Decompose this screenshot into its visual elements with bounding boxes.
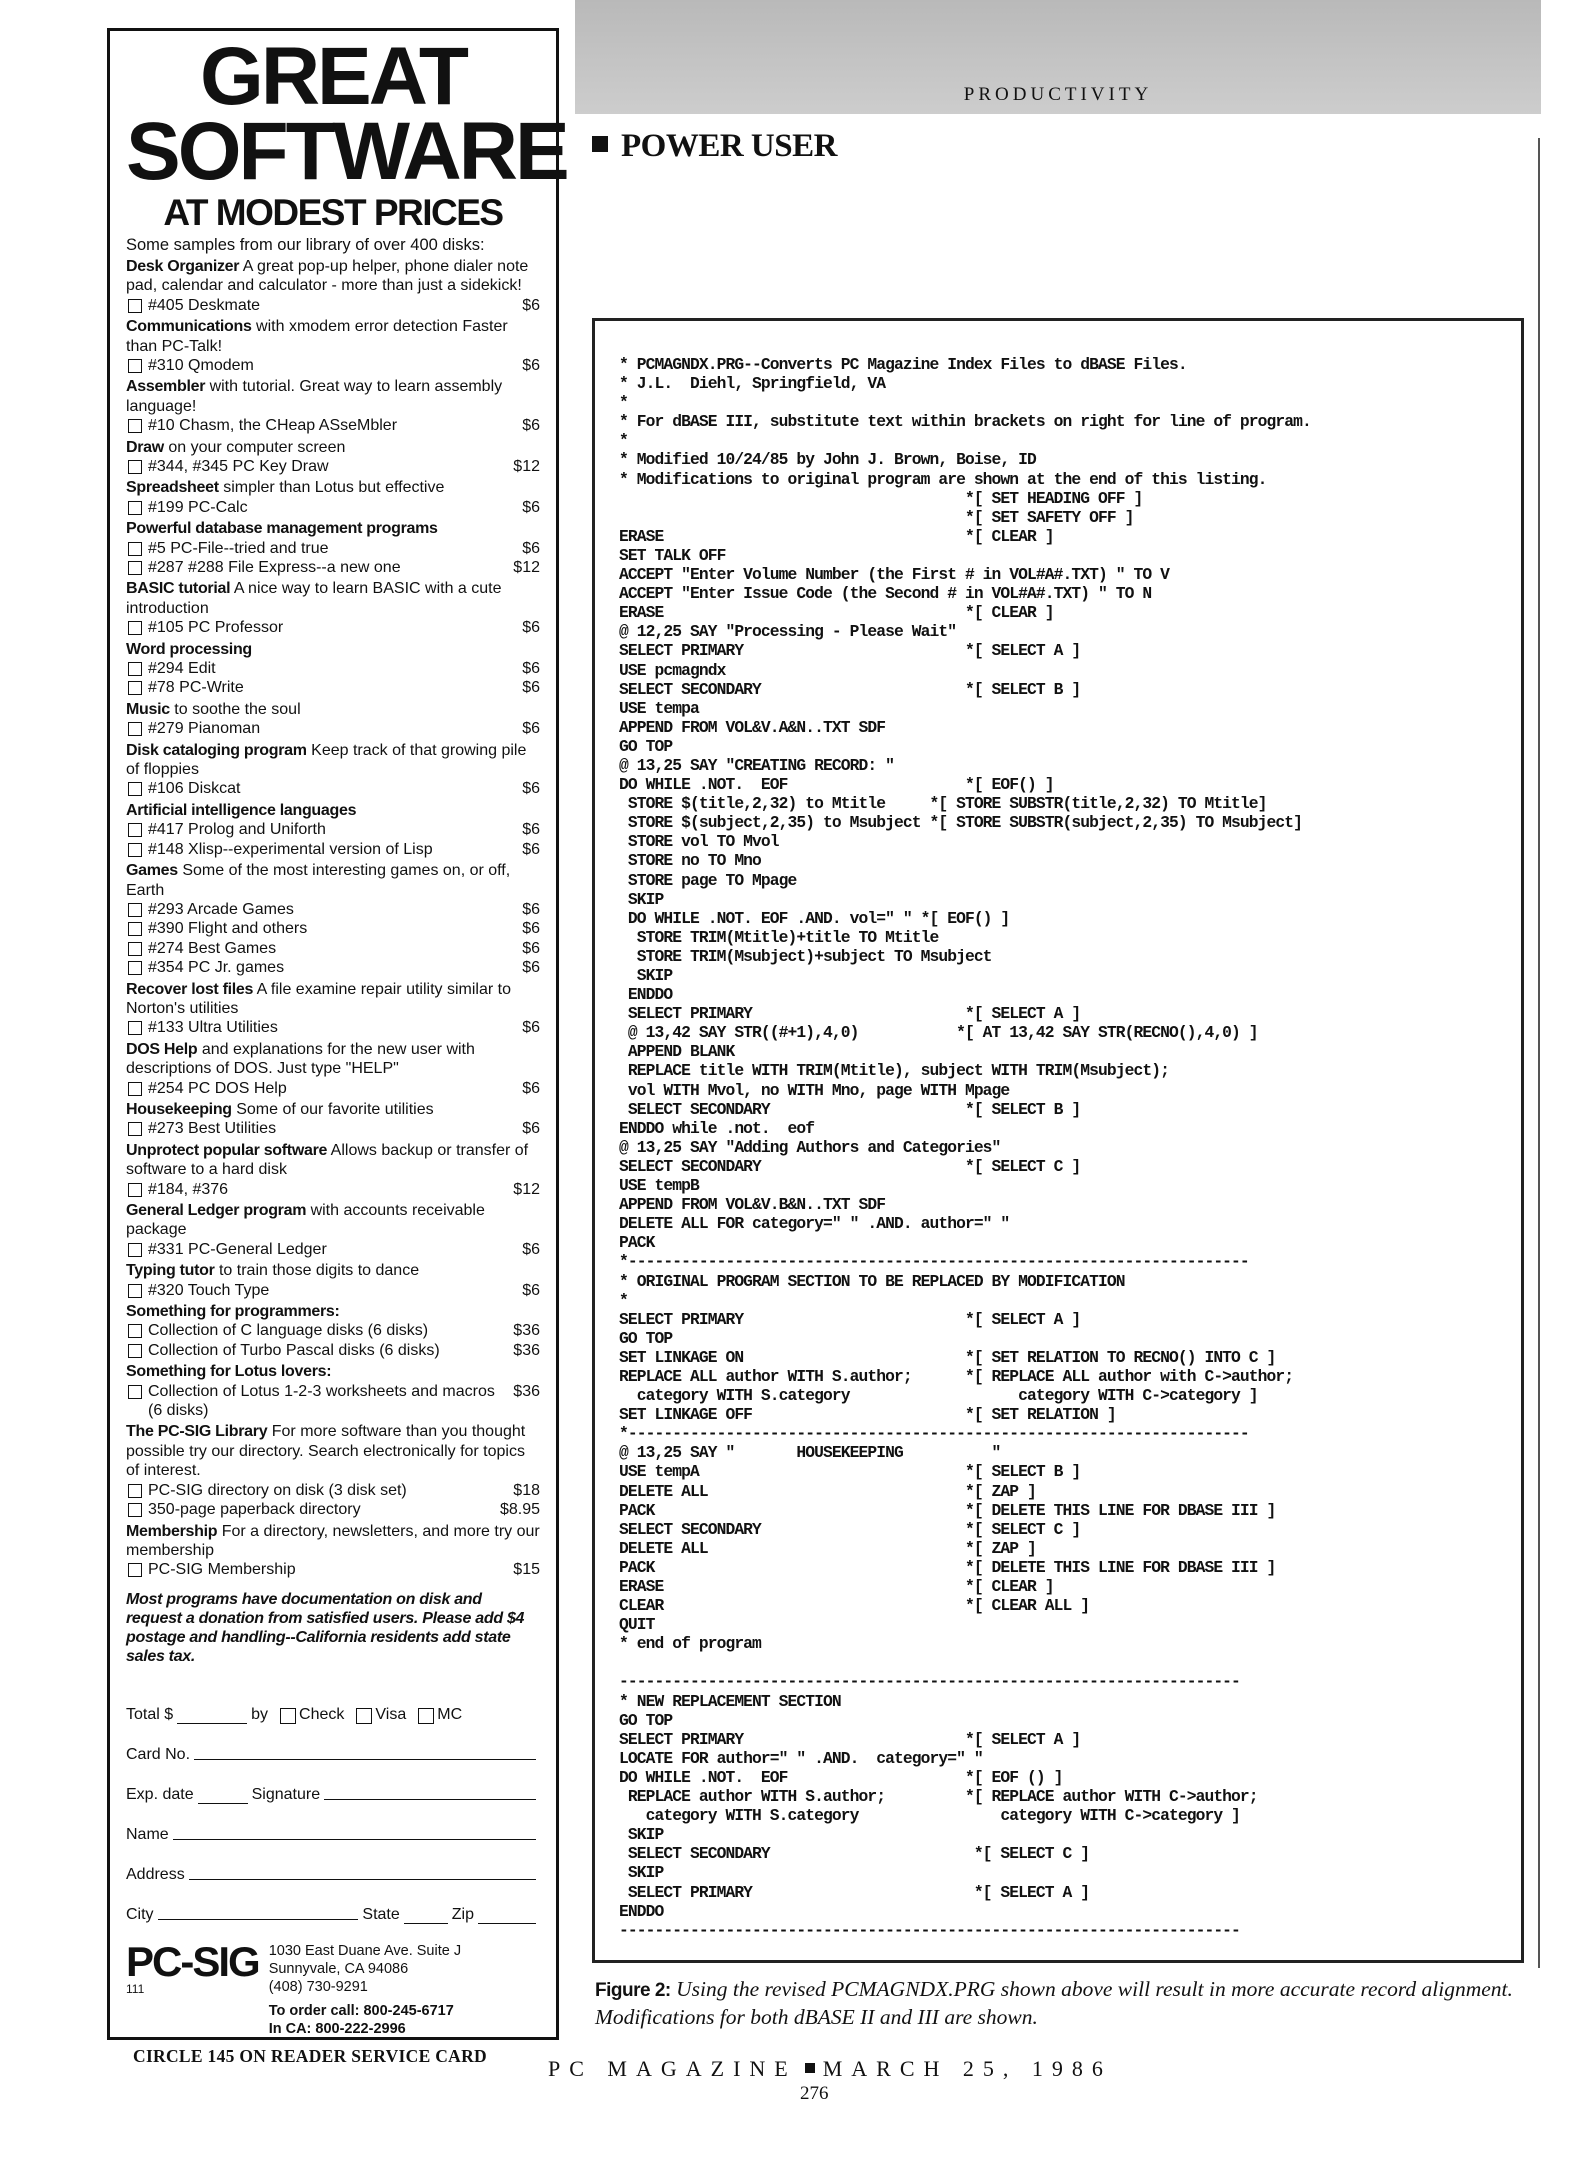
software-item [126, 1321, 540, 1340]
item-name: #105 PC Professor [148, 619, 284, 637]
software-item [126, 539, 540, 558]
card-label: Card No. [126, 1745, 191, 1763]
software-category [126, 1261, 540, 1300]
order-checkbox[interactable] [128, 1484, 142, 1498]
code-listing: * PCMAGNDX.PRG--Converts PC Magazine Index Files to dBASE Files. * J.L. Diehl, Springfield, VA * * For dBASE III, substitute text within brackets on right for line of program. * * Modified 10/24/85 by John J. Brown, Boise, ID * Modifications to original program are shown at the end of this listing. *[ SET HEADING OFF ] *[ SET SAFETY OFF ] ERASE *[ CLEAR ] SET TALK OFF ACCEPT "Enter Volume Number (the First # in VOL#A#.TXT) " TO V ACCEPT "Enter Issue Code (the Second # in VOL#A#.TXT) " TO N ERASE *[ CLEAR ] @ 12,25 SAY "Processing - Please Wait" SELECT PRIMARY *[ SELECT A ] USE pcmagndx SELECT SECONDARY *[ SELECT B ] USE tempa APPEND FROM VOL&V.A&N..TXT SDF GO TOP @ 13,25 SAY "CREATING RECORD: " DO WHILE .NOT. EOF *[ EOF() ] STORE $(title,2,32) to Mtitle *[ STORE SUBSTR(title,2,32) TO Mtitle] STORE $(subject,2,35) to Msubject *[ STORE SUBSTR(subject,2,35) TO Msubject] STORE vol TO Mvol STORE no TO Mno STORE page TO Mpage SKIP DO WHILE .NOT. EOF .AND. vol=" " *[ EOF() ] STORE TRIM(Mtitle)+title TO Mtitle STORE TRIM(Msubject)+subject TO Msubject SKIP ENDDO SELECT PRIMARY *[ SELECT A ] @ 13,42 SAY STR((#+1),4,0) *[ AT 13,42 SAY STR(RECNO(),4,0) ] APPEND BLANK REPLACE title WITH TRIM(Mtitle), subject WITH TRIM(Msubject); vol WITH Mvol, no WITH Mno, page WITH Mpage SELECT SECONDARY *[ SELECT B ] ENDDO while .not. eof @ 13,25 SAY "Adding Authors and Categories" SELECT SECONDARY *[ SELECT C ] USE tempB APPEND FROM VOL&V.B&N..TXT SDF DELETE ALL FOR category=" " .AND. author=" " PACK *---------------------------------------------------------------------- * ORIGINAL PROGRAM SECTION TO BE REPLACED BY MODIFICATION * SELECT PRIMARY *[ SELECT A ] GO TOP SET LINKAGE ON *[ SET RELATION TO RECNO() INTO C ] REPLACE ALL author WITH S.author; *[ REPLACE ALL author with C->author; category WITH S.category category WITH C->category ] SET LINKAGE OFF *[ SET RELATION ] *---------------------------------------------------------------------- @ 13,25 SAY " HOUSEKEEPING " USE tempA *[ SELECT B ] DELETE ALL *[ ZAP ] PACK *[ DELETE THIS LINE FOR DBASE III ] SELECT SECONDARY *[ SELECT C ] DELETE ALL *[ ZAP ] PACK *[ DELETE THIS LINE FOR DBASE III ] ERASE *[ CLEAR ] CLEAR *[ CLEAR ALL ] QUIT * end of program ---------------------------------------------------------------------- * NEW REPLACEMENT SECTION GO TOP SELECT PRIMARY *[ SELECT A ] LOCATE FOR author=" " .AND. category=" " DO WHILE .NOT. EOF *[ EOF () ] REPLACE author WITH S.author; *[ REPLACE author WITH C->author; category WITH S.category category WITH C->category ] SKIP SELECT SECONDARY *[ SELECT C ] SKIP SELECT PRIMARY *[ SELECT A ] ENDDO ---------------------------------------------------------------------- [619, 355, 1311, 1940]
item-price: $6 [522, 679, 540, 697]
signature-field[interactable] [324, 1799, 536, 1800]
order-checkbox[interactable] [128, 1243, 142, 1257]
item-name-wrap [126, 1018, 278, 1037]
pcsig-logo-block [126, 1937, 259, 2038]
category-description: A nice way to learn BASIC with a cute introduction [126, 580, 502, 617]
item-name: #148 Xlisp--experimental version of Lisp [148, 840, 433, 858]
software-category [126, 1201, 540, 1259]
software-item [126, 939, 540, 958]
mc-label: MC [437, 1705, 463, 1723]
order-checkbox[interactable] [128, 922, 142, 936]
item-name: Collection of Turbo Pascal disks (6 disks) [148, 1341, 440, 1359]
exp-field[interactable] [198, 1803, 248, 1804]
pcsig-number: 111 [126, 1981, 145, 1996]
category-title: DOS Help [126, 1040, 198, 1058]
software-item [126, 1500, 540, 1519]
software-item [126, 416, 540, 435]
order-checkbox[interactable] [128, 942, 142, 956]
pc-sig-advertisement [107, 28, 567, 2040]
item-name-wrap [126, 958, 284, 977]
software-category [126, 980, 540, 1038]
order-checkbox[interactable] [128, 359, 142, 373]
form-row-exp [126, 1764, 540, 1804]
item-name-wrap [126, 1341, 440, 1360]
pcsig-logo: PC-SIG [126, 1937, 259, 1985]
category-title: Draw [126, 438, 164, 456]
order-checkbox[interactable] [128, 681, 142, 695]
reader-service-line: CIRCLE 145 ON READER SERVICE CARD [133, 2046, 487, 2066]
category-description: Allows backup or transfer of software to a hard disk [126, 1141, 529, 1179]
software-item [126, 1079, 540, 1098]
item-name: 350-page paperback directory [148, 1501, 361, 1519]
item-name-wrap [126, 1500, 361, 1519]
footer-square-icon [805, 2063, 815, 2073]
column-rule [1538, 138, 1540, 1968]
item-name-wrap [126, 919, 307, 938]
page-footer [548, 2056, 1112, 2082]
category-description: with xmodem error detection Faster than PC-Talk! [126, 318, 508, 355]
ad-note: Most programs have documentation on disk and request a donation from satisfied users. Please add $4 postage and handling--California residents add state sales tax. [126, 1590, 525, 1665]
category-title: The PC-SIG Library [126, 1423, 268, 1441]
item-name-wrap [126, 840, 433, 859]
check-label: Check [299, 1705, 345, 1723]
software-item [126, 659, 540, 678]
order-phone: To order call: 800-245-6717 [268, 2002, 454, 2019]
item-price: $6 [522, 780, 540, 798]
category-title: Recover lost files [126, 980, 254, 998]
order-checkbox[interactable] [128, 299, 142, 313]
software-category [126, 861, 540, 977]
category-title: Communications [126, 318, 252, 336]
footer-magazine: PC MAGAZINE [548, 2056, 797, 2081]
zip-label: Zip [451, 1905, 474, 1923]
software-item [126, 618, 540, 637]
item-name: #10 Chasm, the CHeap ASseMbler [148, 417, 398, 435]
software-item [126, 919, 540, 938]
order-checkbox[interactable] [128, 1082, 142, 1096]
item-price: $6 [522, 720, 540, 738]
software-category [126, 317, 540, 375]
item-price: $18 [513, 1481, 540, 1499]
order-checkbox[interactable] [128, 1021, 142, 1035]
item-price: $6 [522, 619, 540, 637]
software-item [126, 296, 540, 315]
category-title: Membership [126, 1522, 218, 1540]
item-name-wrap [126, 1560, 296, 1579]
item-name: #133 Ultra Utilities [148, 1019, 278, 1037]
visa-checkbox[interactable] [356, 1708, 372, 1724]
item-name: #331 PC-General Ledger [148, 1240, 327, 1258]
software-item [126, 1018, 540, 1037]
software-item [126, 779, 540, 798]
software-item [126, 900, 540, 919]
order-checkbox[interactable] [128, 903, 142, 917]
category-title: Something for Lotus lovers: [126, 1363, 332, 1381]
address-label: Address [126, 1865, 185, 1883]
order-checkbox[interactable] [128, 1122, 142, 1136]
name-label: Name [126, 1825, 169, 1843]
order-checkbox[interactable] [128, 1385, 142, 1399]
signature-label: Signature [251, 1785, 321, 1803]
category-description: Keep track of that growing pile of floppies [126, 741, 527, 779]
category-title: Spreadsheet [126, 479, 219, 497]
item-price: $6 [522, 939, 540, 957]
item-name-wrap [126, 416, 397, 435]
software-category [126, 1040, 540, 1098]
total-field[interactable] [177, 1723, 247, 1724]
item-name-wrap [126, 779, 241, 798]
item-name-wrap [126, 498, 248, 517]
category-title: Assembler [126, 378, 206, 396]
item-price: $36 [513, 1341, 540, 1359]
category-description: For more software than you thought possible try our directory. Search electronically for topics of interest. [126, 1423, 526, 1480]
city-field[interactable] [158, 1919, 359, 1920]
category-title: Powerful database management programs [126, 520, 438, 538]
footer-date: MARCH 25, 1986 [822, 2056, 1112, 2081]
name-field[interactable] [173, 1839, 536, 1840]
item-name: #273 Best Utilities [148, 1120, 277, 1138]
item-name-wrap [126, 539, 329, 558]
software-category [126, 801, 540, 859]
form-row-address [126, 1844, 540, 1884]
category-title: Artificial intelligence languages [126, 801, 357, 819]
item-name-wrap [126, 1240, 327, 1259]
order-checkbox[interactable] [128, 843, 142, 857]
form-row-card [126, 1724, 540, 1764]
item-name: PC-SIG Membership [148, 1561, 296, 1579]
section-title [592, 128, 837, 165]
state-field[interactable] [404, 1923, 448, 1924]
item-price: $6 [522, 356, 540, 374]
item-name: #405 Deskmate [148, 296, 261, 314]
category-description: with tutorial. Great way to learn assembly language! [126, 378, 503, 415]
item-price: $36 [513, 1322, 540, 1340]
software-item [126, 1180, 540, 1199]
item-name-wrap [126, 719, 260, 738]
order-checkbox[interactable] [128, 1563, 142, 1577]
item-name-wrap [126, 820, 326, 839]
page-number: 276 [800, 2083, 829, 2104]
item-price: $6 [522, 840, 540, 858]
item-name-wrap [126, 659, 216, 678]
banner-kicker: PRODUCTIVITY [963, 84, 1153, 105]
category-description: on your computer screen [163, 438, 346, 456]
software-item [126, 1382, 540, 1421]
item-name: Collection of Lotus 1-2-3 worksheets and macros (6 disks) [148, 1382, 495, 1420]
software-item [126, 840, 540, 859]
category-title: Typing tutor [126, 1262, 215, 1280]
order-checkbox[interactable] [128, 1503, 142, 1517]
headline-great: GREAT [200, 31, 466, 122]
pcsig-block [126, 1937, 540, 2038]
software-item [126, 958, 540, 977]
software-category [126, 1522, 540, 1580]
category-title: Disk cataloging program [126, 741, 307, 759]
category-description: A file examine repair utility similar to Norton's utilities [126, 980, 511, 1017]
item-name: #184, #376 [148, 1180, 229, 1198]
software-item [126, 1119, 540, 1138]
item-name-wrap [126, 296, 260, 315]
mc-checkbox[interactable] [418, 1708, 434, 1724]
item-price: $8.95 [499, 1501, 540, 1519]
order-checkbox[interactable] [128, 722, 142, 736]
item-price: $12 [513, 1180, 540, 1198]
category-description: For a directory, newsletters, and more try our membership [126, 1522, 540, 1559]
item-name-wrap [126, 1119, 276, 1138]
item-price: $6 [522, 539, 540, 557]
software-category [126, 741, 540, 799]
item-name: #294 Edit [148, 660, 216, 678]
order-checkbox[interactable] [128, 561, 142, 575]
software-item [126, 1560, 540, 1579]
item-name: #320 Touch Type [148, 1281, 270, 1299]
category-description: Some of our favorite utilities [231, 1100, 434, 1118]
state-label: State [362, 1905, 400, 1923]
category-title: Word processing [126, 640, 252, 658]
software-item [126, 719, 540, 738]
item-name-wrap [126, 1281, 269, 1300]
item-price: $6 [522, 959, 540, 977]
software-item [126, 678, 540, 697]
item-name: #293 Arcade Games [148, 900, 294, 918]
software-category [126, 1141, 540, 1199]
figure-caption [595, 1976, 1525, 2031]
headline-software: SOFTWARE [126, 106, 567, 198]
software-category [126, 519, 540, 577]
item-name: #417 Prolog and Uniforth [148, 821, 326, 839]
order-checkbox[interactable] [128, 823, 142, 837]
item-price: $6 [522, 296, 540, 314]
category-description: A great pop-up helper, phone dialer note pad, calendar and calculator - more than just a sidekick! [126, 257, 529, 295]
software-category [126, 1422, 540, 1519]
order-checkbox[interactable] [128, 1183, 142, 1197]
order-checkbox[interactable] [128, 460, 142, 474]
software-item [126, 356, 540, 375]
item-name-wrap [126, 939, 276, 958]
order-checkbox[interactable] [128, 1284, 142, 1298]
item-name-wrap [126, 1079, 287, 1098]
order-checkbox[interactable] [128, 1344, 142, 1358]
item-name-wrap [126, 356, 254, 375]
form-row-name [126, 1804, 540, 1844]
item-name-wrap [126, 678, 244, 697]
item-price: $6 [522, 821, 540, 839]
item-name: #106 Diskcat [148, 780, 241, 798]
item-name: PC-SIG directory on disk (3 disk set) [148, 1481, 407, 1499]
item-price: $12 [513, 457, 540, 475]
item-name: #287 #288 File Express--a new one [148, 559, 401, 576]
software-item [126, 1240, 540, 1259]
address-line-1: 1030 East Duane Ave. Suite J [268, 1942, 462, 1959]
order-checkbox[interactable] [128, 1324, 142, 1338]
item-name-wrap [126, 1321, 428, 1340]
category-description: to soothe the soul [169, 700, 301, 718]
category-description: and explanations for the new user with descriptions of DOS. Just type "HELP" [126, 1040, 475, 1078]
form-row-city [126, 1884, 540, 1924]
item-price: $6 [522, 1079, 540, 1097]
item-price: $6 [522, 1281, 540, 1299]
item-name: #279 Pianoman [148, 720, 261, 738]
category-title: Unprotect popular software [126, 1141, 328, 1159]
software-category [126, 438, 540, 477]
square-bullet-icon [592, 136, 608, 152]
software-category [126, 1302, 540, 1360]
category-title: Something for programmers: [126, 1303, 340, 1321]
software-category [126, 1362, 540, 1420]
category-title: Games [126, 862, 178, 880]
order-form [126, 1684, 540, 1924]
item-name-wrap [126, 618, 283, 637]
category-title: BASIC tutorial [126, 580, 231, 598]
pcsig-address [269, 1942, 461, 2038]
item-name: #354 PC Jr. games [148, 959, 285, 977]
item-name: #199 PC-Calc [148, 498, 248, 516]
category-title: Housekeeping [126, 1100, 232, 1118]
item-price: $6 [522, 417, 540, 435]
city-label: City [126, 1905, 154, 1923]
order-checkbox[interactable] [128, 542, 142, 556]
item-name: #310 Qmodem [148, 356, 254, 374]
item-price: $6 [522, 1240, 540, 1258]
item-name-wrap [126, 1180, 228, 1199]
form-row-total [126, 1684, 540, 1724]
item-name: #78 PC-Write [148, 679, 244, 697]
category-description: to train those digits to dance [214, 1262, 420, 1280]
software-category [126, 579, 540, 637]
category-title: Music [126, 700, 170, 718]
category-title: General Ledger program [126, 1202, 307, 1219]
software-category [126, 1100, 540, 1139]
software-item [126, 457, 540, 476]
software-item [126, 1481, 540, 1500]
category-title: Desk Organizer [126, 257, 240, 275]
software-category [126, 700, 540, 739]
address-field[interactable] [189, 1879, 536, 1880]
item-price: $15 [513, 1561, 540, 1579]
software-category [126, 640, 540, 698]
item-price: $6 [522, 920, 540, 938]
item-name: #344, #345 PC Key Draw [148, 457, 329, 475]
software-item [126, 1281, 540, 1300]
zip-field[interactable] [478, 1923, 536, 1924]
exp-label: Exp. date [126, 1785, 194, 1803]
software-item [126, 820, 540, 839]
caption-text: Using the revised PCMAGNDX.PRG shown above will result in more accurate record alignment. Modifications for both dBASE II and III are shown. [595, 1977, 1513, 2029]
item-name: #390 Flight and others [148, 920, 308, 938]
caption-label: Figure 2: [595, 1980, 671, 2001]
item-price: $6 [522, 660, 540, 678]
item-name-wrap [126, 457, 329, 476]
category-description: Some of the most interesting games on, or off, Earth [126, 862, 511, 899]
item-name-wrap [126, 1481, 407, 1500]
item-name: Collection of C language disks (6 disks) [148, 1322, 429, 1340]
order-checkbox[interactable] [128, 621, 142, 635]
software-item [126, 1341, 540, 1360]
address-line-2: Sunnyvale, CA 94086 [268, 1960, 409, 1977]
section-title-text: POWER USER [621, 128, 837, 164]
item-name-wrap [126, 900, 294, 919]
software-category [126, 257, 540, 315]
order-checkbox[interactable] [128, 419, 142, 433]
item-price: $6 [522, 1120, 540, 1138]
item-name: #274 Best Games [148, 939, 277, 957]
software-category [126, 377, 540, 435]
by-label: by [251, 1705, 269, 1723]
card-field[interactable] [194, 1759, 536, 1760]
category-description: with accounts receivable package [126, 1202, 485, 1239]
ca-phone: In CA: 800-222-2996 [268, 2020, 406, 2037]
check-checkbox[interactable] [280, 1708, 296, 1724]
phone: (408) 730-9291 [268, 1978, 368, 1995]
headline-modest-prices: AT MODEST PRICES [163, 191, 503, 233]
total-label: Total $ [126, 1705, 174, 1723]
order-checkbox[interactable] [128, 961, 142, 975]
item-price: $6 [522, 1019, 540, 1037]
ad-intro: Some samples from our library of over 400 disks: [126, 235, 485, 254]
visa-label: Visa [375, 1705, 407, 1723]
code-listing-box [592, 318, 1524, 1963]
software-list [126, 257, 540, 1580]
item-name: #5 PC-File--tried and true [148, 539, 329, 557]
ad-headline [126, 31, 567, 233]
item-price: $6 [522, 498, 540, 516]
item-name-wrap [126, 558, 401, 577]
category-description: simpler than Lotus but effective [218, 479, 445, 497]
order-checkbox[interactable] [128, 782, 142, 796]
item-price: $12 [513, 559, 540, 576]
software-item [126, 498, 540, 517]
software-category [126, 478, 540, 517]
item-name-wrap [126, 1382, 505, 1421]
item-price: $6 [522, 900, 540, 918]
software-item [126, 558, 540, 577]
order-checkbox[interactable] [128, 662, 142, 676]
section-banner [575, 0, 1541, 114]
order-checkbox[interactable] [128, 501, 142, 515]
item-name: #254 PC DOS Help [148, 1079, 287, 1097]
item-price: $36 [513, 1382, 540, 1400]
